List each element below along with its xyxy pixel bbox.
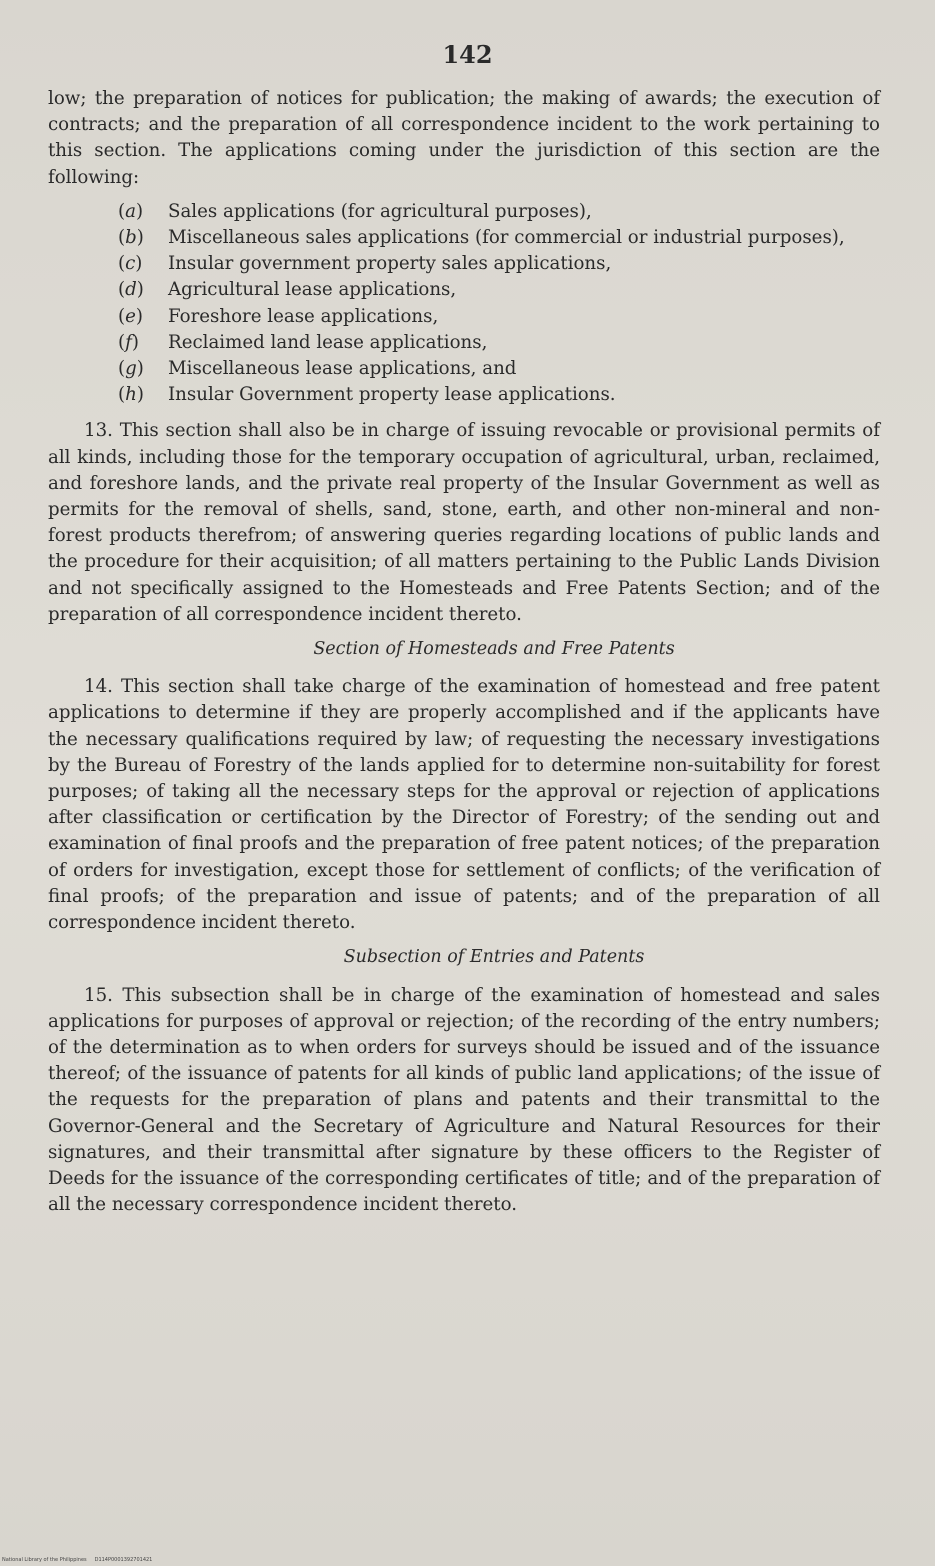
list-item bbox=[118, 382, 880, 408]
list-marker: (d) bbox=[118, 279, 144, 301]
list-item-text: Foreshore lease applications, bbox=[168, 305, 439, 327]
list-item bbox=[118, 330, 880, 356]
list-item-text: Insular government property sales applications, bbox=[168, 253, 612, 275]
paragraph-15: 15. This subsection shall be in charge of the examination of homestead and sales applications for purposes of approval or rejection; of the recording of the entry numbers; of the determination as to when orders for surveys should be issued and of the issuance thereof; of the issuance of patents for all kinds of public land applications; of the issue of the requests for the preparation of plans and patents and their transmittal to the Governor-General and the Secretary of Agriculture and Natural Resources for their signatures, and their transmittal after signature by these officers to the Register of Deeds for the issuance of the corresponding certificates of title; and of the preparation of all the necessary correspondence incident thereto. bbox=[48, 984, 880, 1216]
page-body bbox=[48, 86, 880, 1218]
list-marker: (f) bbox=[118, 331, 139, 353]
list-marker: (h) bbox=[118, 384, 144, 406]
list-item bbox=[118, 277, 880, 303]
digitization-footer bbox=[2, 1557, 152, 1563]
section-heading-homesteads: Section of Homesteads and Free Patents bbox=[313, 639, 675, 660]
section-heading-entries: Subsection of Entries and Patents bbox=[343, 947, 645, 968]
list-marker: (a) bbox=[118, 200, 144, 222]
list-item-text: Insular Government property lease applications. bbox=[168, 384, 616, 406]
footer-id: D114P0001392701421 bbox=[94, 1557, 153, 1563]
paragraph-14: 14. This section shall take charge of the examination of homestead and free patent applications to determine if they are properly accomplished and if the applicants have the necessary qualifications required by law; of requesting the necessary investigations by the Bureau of Forestry of the lands applied for to determine non-suitability for forest purposes; of taking all the necessary steps for the approval or rejection of applications after classification or certification by the Director of Forestry; of the sending out and examination of final proofs and the preparation of free patent notices; of the preparation of orders for investigation, except those for settlement of conflicts; of the verification of final proofs; of the preparation and issue of patents; and of the preparation of all correspondence incident thereto. bbox=[48, 676, 880, 934]
list-item bbox=[118, 356, 880, 382]
list-item-text: Reclaimed land lease applications, bbox=[168, 331, 488, 353]
list-marker: (g) bbox=[118, 358, 144, 380]
list-marker: (c) bbox=[118, 253, 143, 275]
application-list bbox=[118, 199, 880, 409]
list-item bbox=[118, 199, 880, 225]
list-item bbox=[118, 251, 880, 277]
list-item-text: Agricultural lease applications, bbox=[168, 279, 457, 301]
list-item bbox=[118, 304, 880, 330]
list-marker: (b) bbox=[118, 227, 144, 249]
list-item-text: Sales applications (for agricultural purposes), bbox=[168, 200, 592, 222]
paragraph-13: 13. This section shall also be in charge of issuing revocable or provisional permits of all kinds, including those for the temporary occupation of agricultural, urban, reclaimed, and foreshore lands, and the private real property of the Insular Government as well as permits for the removal of shells, sand, stone, earth, and other non-mineral and non-forest products therefrom; of answering queries regarding locations of public lands and the procedure for their acquisition; of all matters pertaining to the Public Lands Division and not specifically assigned to the Homesteads and Free Patents Section; and of the preparation of all correspondence incident thereto. bbox=[48, 420, 880, 625]
footer-library: National Library of the Philippines bbox=[2, 1557, 87, 1563]
list-item-text: Miscellaneous sales applications (for commercial or industrial purposes), bbox=[168, 227, 845, 249]
paragraph-intro: low; the preparation of notices for publication; the making of awards; the execution of contracts; and the preparation of all correspondence incident to the work pertaining to this section. The applications coming under the jurisdiction of this section are the following: bbox=[48, 88, 880, 188]
page-number: 142 bbox=[442, 40, 493, 69]
list-item-text: Miscellaneous lease applications, and bbox=[168, 358, 517, 380]
list-marker: (e) bbox=[118, 305, 143, 327]
list-item bbox=[118, 225, 880, 251]
